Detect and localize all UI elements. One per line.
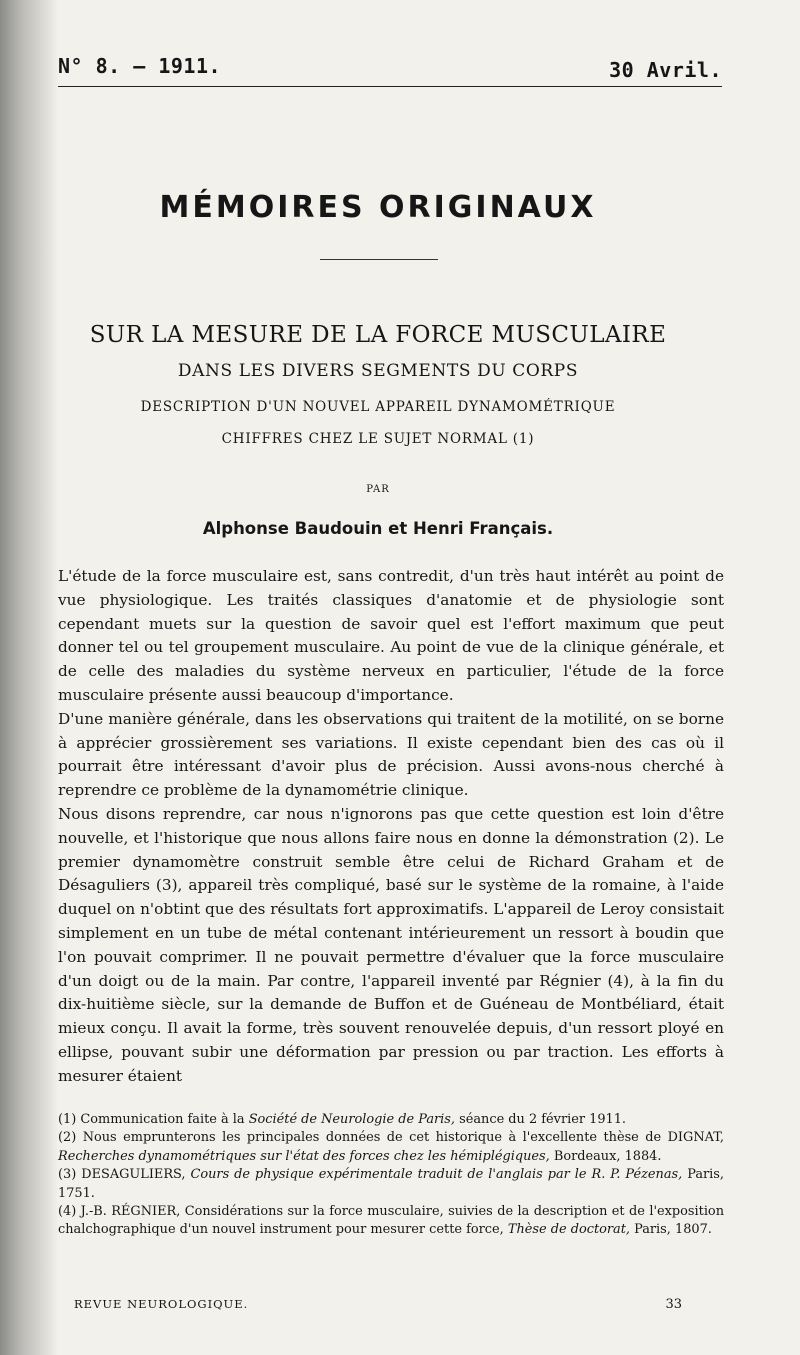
footnote-text: Bordeaux, 1884. bbox=[549, 1148, 662, 1164]
footnote-text: J.-B. RÉGNIER, Considérations sur la force musculaire, suivies de la description et de l'exposition chalchographique d'un nouvel instrument pour mesurer cette force, bbox=[58, 1204, 724, 1238]
page-number: 33 bbox=[665, 1297, 682, 1312]
byline-par: PAR bbox=[366, 484, 390, 495]
footnote-text: Nous emprunterons les principales données de cet historique à l'excellente thèse de DIGNAT, bbox=[76, 1130, 724, 1146]
article-title: SUR LA MESURE DE LA FORCE MUSCULAIRE bbox=[89, 322, 667, 348]
running-header bbox=[58, 52, 722, 87]
footnote-text: Paris, 1751. bbox=[58, 1167, 724, 1201]
footnote-text: Paris, 1807. bbox=[630, 1222, 712, 1238]
footnote-number: (2) bbox=[58, 1130, 77, 1146]
authors: Alphonse Baudouin et Henri Français. bbox=[202, 519, 554, 538]
footnote-text: séance du 2 février 1911. bbox=[455, 1112, 627, 1127]
footnote-citation: Thèse de doctorat, bbox=[507, 1222, 631, 1238]
page bbox=[58, 0, 742, 1355]
footnote-text: DESAGULIERS, bbox=[76, 1167, 191, 1183]
footnote bbox=[58, 1129, 724, 1166]
footnote bbox=[58, 1166, 724, 1203]
article-subtitle-line2: CHIFFRES CHEZ LE SUJET NORMAL (1) bbox=[221, 431, 535, 447]
footnote bbox=[58, 1111, 724, 1129]
footnote-number: (1) bbox=[58, 1112, 77, 1127]
scan-shadow-edge bbox=[0, 0, 58, 1355]
footnote bbox=[58, 1203, 724, 1240]
footnote-citation: Société de Neurologie de Paris, bbox=[248, 1112, 456, 1127]
paragraph: D'une manière générale, dans les observations qui traitent de la motilité, on se borne à apprécier grossièrement ses variations. Il existe cependant bien des cas où il pourrait être intéressant d'avoir plus de précision. Aussi avons-nous cherché à reprendre ce problème de la dynamométrie clinique. bbox=[58, 709, 724, 800]
footnote-number: (3) bbox=[58, 1167, 77, 1183]
title-divider bbox=[320, 259, 438, 260]
footnote-text: Communication faite à la bbox=[76, 1112, 249, 1127]
paragraph: Nous disons reprendre, car nous n'ignorons pas que cette question est loin d'être nouvelle, et l'historique que nous allons faire nous en donne la démonstration (2). Le premier dynamomètre construit semble être celui de Richard Graham et de Désaguliers (3), appareil très compliqué, basé sur le système de la romaine, à l'aide duquel on n'obtint que des résultats fort approximatifs. L'appareil de Leroy consistait simplement en un tube de métal contenant intérieurement un ressort à boudin que l'on pouvait comprimer. Il ne pouvait permettre d'évaluer que la force musculaire d'un doigt ou de la main. Par contre, l'appareil inventé par Régnier (4), à la fin du dix-huitième siècle, sur la demande de Buffon et de Guéneau de Montbéliard, était mieux conçu. Il avait la forme, très souvent renouvelée depuis, d'un ressort ployé en ellipse, pouvant subir une déformation par pression ou par traction. Les efforts à mesurer étaient bbox=[58, 804, 724, 1085]
paragraph: L'étude de la force musculaire est, sans contredit, d'un très haut intérêt au point de vue physiologique. Les traités classiques d'anatomie et de physiologie sont cependant muets sur la question de savoir quel est l'effort maximum que peut donner tel ou tel groupement musculaire. Au point de vue de la clinique générale, et de celle des maladies du système nerveux en particulier, l'étude de la force musculaire présente aussi beaucoup d'importance. bbox=[58, 567, 724, 704]
running-footer bbox=[74, 1297, 682, 1311]
footnote-number: (4) bbox=[58, 1204, 77, 1220]
footnote-citation: Cours de physique expérimentale traduit de l'anglais par le R. P. Pézenas, bbox=[190, 1167, 683, 1183]
footnote-citation: Recherches dynamométriques sur l'état des forces chez les hémiplégiques, bbox=[58, 1148, 550, 1164]
article-body bbox=[58, 565, 724, 1089]
article-title-line2: DANS LES DIVERS SEGMENTS DU CORPS bbox=[177, 361, 579, 381]
journal-name: REVUE NEUROLOGIQUE. bbox=[74, 1297, 249, 1311]
section-title: MÉMOIRES ORIGINAUX bbox=[159, 190, 597, 225]
issue-date: 30 Avril. bbox=[609, 58, 722, 82]
article-subtitle: DESCRIPTION D'UN NOUVEL APPAREIL DYNAMOMÉTRIQUE bbox=[140, 399, 616, 415]
issue-number: N° 8. — 1911. bbox=[58, 54, 222, 78]
footnotes bbox=[58, 1111, 724, 1240]
